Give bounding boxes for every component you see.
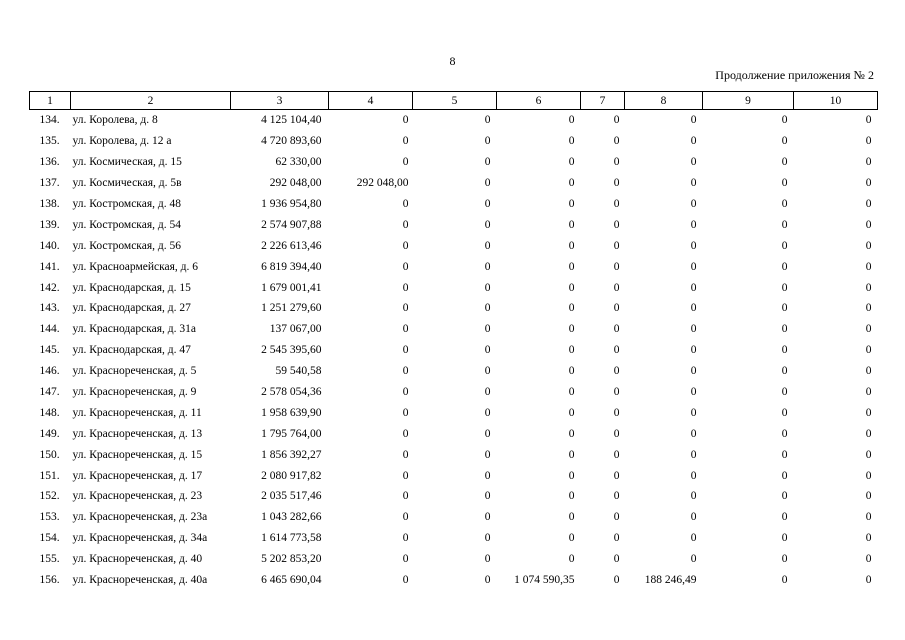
value-cell: 0 <box>484 511 491 524</box>
address-cell: ул. Краснореченская, д. 11 <box>72 406 202 419</box>
value-cell: 0 <box>781 448 788 461</box>
value-cell: 0 <box>865 177 872 190</box>
row-number-cell: 151. <box>39 469 60 482</box>
table-row <box>30 319 878 340</box>
table-row <box>30 277 878 298</box>
value-cell: 0 <box>484 135 491 148</box>
row-number-cell: 146. <box>39 365 60 378</box>
row-number-cell: 138. <box>39 198 60 210</box>
value-cell: 0 <box>781 511 788 524</box>
value-cell: 0 <box>781 386 788 399</box>
value-cell: 0 <box>781 239 788 252</box>
value-cell: 1 614 773,58 <box>261 532 322 545</box>
value-cell: 0 <box>484 239 491 252</box>
value-cell: 2 035 517,46 <box>261 490 322 503</box>
value-cell: 0 <box>568 427 575 440</box>
value-cell: 0 <box>690 156 697 169</box>
value-cell: 0 <box>402 574 409 587</box>
column-header: 6 <box>497 92 581 110</box>
value-cell: 0 <box>690 553 697 566</box>
value-cell: 292 048,00 <box>269 177 322 190</box>
value-cell: 0 <box>402 490 409 503</box>
table-row <box>30 444 878 465</box>
value-cell: 0 <box>484 553 491 566</box>
value-cell: 0 <box>613 511 620 524</box>
value-cell: 0 <box>865 469 872 482</box>
value-cell: 0 <box>865 281 872 294</box>
value-cell: 0 <box>402 553 409 566</box>
value-cell: 0 <box>781 177 788 190</box>
value-cell: 1 856 392,27 <box>261 448 322 461</box>
address-cell: ул. Краснореченская, д. 23 <box>72 490 203 503</box>
value-cell: 0 <box>568 511 575 524</box>
table-row <box>30 110 878 131</box>
value-cell: 0 <box>865 239 872 252</box>
value-cell: 0 <box>568 260 575 273</box>
value-cell: 1 958 639,90 <box>261 406 322 419</box>
value-cell: 0 <box>865 323 872 336</box>
table-row <box>30 256 878 277</box>
value-cell: 0 <box>613 365 620 378</box>
value-cell: 0 <box>402 198 409 210</box>
value-cell: 0 <box>484 532 491 545</box>
table-row <box>30 570 878 591</box>
address-cell: ул. Костромская, д. 48 <box>72 198 181 210</box>
row-number-cell: 144. <box>39 323 60 336</box>
value-cell: 0 <box>613 406 620 419</box>
address-cell: ул. Краснодарская, д. 47 <box>72 344 191 357</box>
value-cell: 0 <box>865 511 872 524</box>
value-cell: 0 <box>402 218 409 231</box>
value-cell: 0 <box>402 135 409 148</box>
table-row <box>30 361 878 382</box>
value-cell: 292 048,00 <box>356 177 409 190</box>
table-row <box>30 152 878 173</box>
appendix-continuation-note: Продолжение приложения № 2 <box>715 68 874 82</box>
address-cell: ул. Космическая, д. 15 <box>72 156 182 169</box>
value-cell: 0 <box>613 260 620 273</box>
address-cell: ул. Краснореченская, д. 40 <box>72 553 203 566</box>
value-cell: 0 <box>613 198 620 210</box>
value-cell: 188 246,49 <box>644 574 697 587</box>
value-cell: 0 <box>781 114 788 127</box>
value-cell: 0 <box>568 344 575 357</box>
value-cell: 0 <box>613 344 620 357</box>
address-cell: ул. Королева, д. 12 а <box>72 135 172 148</box>
value-cell: 0 <box>781 198 788 210</box>
address-cell: ул. Краснодарская, д. 31а <box>72 323 197 336</box>
value-cell: 1 679 001,41 <box>261 281 322 294</box>
value-cell: 4 720 893,60 <box>261 135 322 148</box>
value-cell: 0 <box>865 365 872 378</box>
value-cell: 0 <box>690 511 697 524</box>
value-cell: 0 <box>613 469 620 482</box>
value-cell: 0 <box>484 156 491 169</box>
value-cell: 0 <box>402 427 409 440</box>
row-number-cell: 156. <box>39 574 60 587</box>
table-row <box>30 382 878 403</box>
value-cell: 0 <box>865 490 872 503</box>
address-cell: ул. Краснореченская, д. 17 <box>72 469 203 482</box>
address-cell: ул. Краснореченская, д. 13 <box>72 427 203 440</box>
value-cell: 0 <box>865 218 872 231</box>
table-row <box>30 131 878 152</box>
address-cell: ул. Краснореченская, д. 15 <box>72 448 203 461</box>
value-cell: 0 <box>865 302 872 315</box>
address-cell: ул. Космическая, д. 5в <box>72 177 182 190</box>
address-cell: ул. Краснореченская, д. 40а <box>72 574 208 587</box>
table-row <box>30 465 878 486</box>
value-cell: 0 <box>402 469 409 482</box>
row-number-cell: 135. <box>39 135 60 148</box>
column-header: 4 <box>329 92 413 110</box>
row-number-cell: 139. <box>39 218 60 231</box>
value-cell: 0 <box>865 344 872 357</box>
value-cell: 0 <box>402 156 409 169</box>
value-cell: 0 <box>781 532 788 545</box>
row-number-cell: 153. <box>39 511 60 524</box>
value-cell: 0 <box>690 532 697 545</box>
column-header: 10 <box>794 92 878 110</box>
appendix-table <box>29 91 878 590</box>
value-cell: 6 465 690,04 <box>261 574 322 587</box>
value-cell: 0 <box>613 302 620 315</box>
address-cell: ул. Краснореченская, д. 5 <box>72 365 197 378</box>
value-cell: 0 <box>865 448 872 461</box>
column-header: 2 <box>71 92 231 110</box>
value-cell: 0 <box>613 156 620 169</box>
value-cell: 0 <box>613 135 620 148</box>
value-cell: 0 <box>613 532 620 545</box>
row-number-cell: 154. <box>39 532 60 545</box>
address-cell: ул. Краснодарская, д. 27 <box>72 302 191 315</box>
value-cell: 0 <box>484 323 491 336</box>
value-cell: 0 <box>484 344 491 357</box>
column-header: 5 <box>413 92 497 110</box>
address-cell: ул. Краснореченская, д. 23а <box>72 511 208 524</box>
row-number-cell: 149. <box>39 427 60 440</box>
row-number-cell: 137. <box>39 177 60 190</box>
value-cell: 0 <box>568 469 575 482</box>
table-row <box>30 402 878 423</box>
value-cell: 0 <box>690 448 697 461</box>
address-cell: ул. Королева, д. 8 <box>72 114 158 127</box>
value-cell: 0 <box>402 260 409 273</box>
value-cell: 0 <box>781 469 788 482</box>
row-number-cell: 152. <box>39 490 60 503</box>
row-number-cell: 134. <box>39 114 60 127</box>
value-cell: 2 226 613,46 <box>261 239 322 252</box>
row-number-cell: 140. <box>39 239 60 252</box>
value-cell: 0 <box>484 574 491 587</box>
value-cell: 0 <box>690 198 697 210</box>
table-row <box>30 214 878 235</box>
value-cell: 0 <box>865 135 872 148</box>
value-cell: 0 <box>402 448 409 461</box>
row-number-cell: 141. <box>39 260 60 273</box>
value-cell: 0 <box>613 490 620 503</box>
value-cell: 0 <box>484 218 491 231</box>
value-cell: 0 <box>865 553 872 566</box>
value-cell: 0 <box>781 490 788 503</box>
table-row <box>30 235 878 256</box>
value-cell: 0 <box>402 406 409 419</box>
address-cell: ул. Костромская, д. 56 <box>72 239 181 252</box>
value-cell: 62 330,00 <box>275 156 322 169</box>
value-cell: 1 074 590,35 <box>514 574 575 587</box>
row-number-cell: 145. <box>39 344 60 357</box>
table-row <box>30 194 878 215</box>
value-cell: 0 <box>484 365 491 378</box>
value-cell: 0 <box>568 177 575 190</box>
value-cell: 4 125 104,40 <box>261 114 322 127</box>
value-cell: 0 <box>568 198 575 210</box>
value-cell: 0 <box>402 532 409 545</box>
value-cell: 1 936 954,80 <box>261 198 322 210</box>
value-cell: 0 <box>613 574 620 587</box>
value-cell: 0 <box>402 511 409 524</box>
value-cell: 0 <box>568 302 575 315</box>
value-cell: 0 <box>484 427 491 440</box>
value-cell: 0 <box>690 365 697 378</box>
value-cell: 59 540,58 <box>275 365 322 378</box>
value-cell: 0 <box>568 156 575 169</box>
address-cell: ул. Краснореченская, д. 34а <box>72 532 208 545</box>
value-cell: 0 <box>865 406 872 419</box>
column-header: 7 <box>581 92 625 110</box>
value-cell: 0 <box>484 177 491 190</box>
value-cell: 0 <box>484 260 491 273</box>
value-cell: 0 <box>690 177 697 190</box>
value-cell: 0 <box>690 427 697 440</box>
row-number-cell: 143. <box>39 302 60 315</box>
value-cell: 0 <box>402 365 409 378</box>
value-cell: 0 <box>690 323 697 336</box>
column-header: 8 <box>625 92 703 110</box>
value-cell: 0 <box>865 574 872 587</box>
value-cell: 0 <box>865 156 872 169</box>
value-cell: 0 <box>568 386 575 399</box>
value-cell: 0 <box>781 553 788 566</box>
value-cell: 0 <box>613 323 620 336</box>
value-cell: 0 <box>865 386 872 399</box>
value-cell: 1 043 282,66 <box>261 511 322 524</box>
value-cell: 0 <box>484 281 491 294</box>
value-cell: 0 <box>781 260 788 273</box>
column-header: 3 <box>231 92 329 110</box>
value-cell: 0 <box>690 218 697 231</box>
value-cell: 0 <box>568 532 575 545</box>
column-header: 9 <box>703 92 794 110</box>
value-cell: 2 578 054,36 <box>261 386 322 399</box>
value-cell: 0 <box>568 281 575 294</box>
value-cell: 0 <box>484 406 491 419</box>
value-cell: 0 <box>613 448 620 461</box>
value-cell: 2 545 395,60 <box>261 344 322 357</box>
value-cell: 0 <box>484 302 491 315</box>
table-row <box>30 340 878 361</box>
table-row <box>30 507 878 528</box>
table-row <box>30 173 878 194</box>
value-cell: 0 <box>690 281 697 294</box>
value-cell: 0 <box>613 281 620 294</box>
value-cell: 0 <box>568 114 575 127</box>
value-cell: 0 <box>613 427 620 440</box>
value-cell: 0 <box>781 218 788 231</box>
row-number-cell: 155. <box>39 553 60 566</box>
table-row <box>30 549 878 570</box>
value-cell: 0 <box>484 198 491 210</box>
row-number-cell: 136. <box>39 156 60 169</box>
value-cell: 0 <box>484 114 491 127</box>
value-cell: 0 <box>568 553 575 566</box>
value-cell: 2 080 917,82 <box>261 469 322 482</box>
value-cell: 0 <box>781 302 788 315</box>
value-cell: 0 <box>613 114 620 127</box>
value-cell: 0 <box>402 281 409 294</box>
value-cell: 0 <box>690 490 697 503</box>
value-cell: 0 <box>568 406 575 419</box>
address-cell: ул. Краснодарская, д. 15 <box>72 281 191 294</box>
table-row <box>30 528 878 549</box>
table-row <box>30 423 878 444</box>
value-cell: 6 819 394,40 <box>261 260 322 273</box>
value-cell: 0 <box>402 114 409 127</box>
table-row <box>30 486 878 507</box>
value-cell: 0 <box>484 469 491 482</box>
value-cell: 0 <box>781 344 788 357</box>
value-cell: 0 <box>781 281 788 294</box>
value-cell: 1 795 764,00 <box>261 427 322 440</box>
value-cell: 0 <box>484 490 491 503</box>
value-cell: 0 <box>690 302 697 315</box>
value-cell: 0 <box>865 427 872 440</box>
value-cell: 0 <box>781 427 788 440</box>
table-body <box>30 110 878 591</box>
value-cell: 5 202 853,20 <box>261 553 322 566</box>
value-cell: 0 <box>690 260 697 273</box>
value-cell: 0 <box>402 344 409 357</box>
value-cell: 0 <box>690 114 697 127</box>
address-cell: ул. Красноармейская, д. 6 <box>72 260 198 273</box>
value-cell: 2 574 907,88 <box>261 218 322 231</box>
value-cell: 0 <box>568 490 575 503</box>
value-cell: 0 <box>402 302 409 315</box>
value-cell: 0 <box>690 406 697 419</box>
value-cell: 0 <box>690 469 697 482</box>
page-number: 8 <box>449 54 456 68</box>
value-cell: 0 <box>613 177 620 190</box>
value-cell: 0 <box>568 239 575 252</box>
row-number-cell: 148. <box>39 406 60 419</box>
value-cell: 0 <box>781 406 788 419</box>
row-number-cell: 147. <box>39 386 60 399</box>
address-cell: ул. Костромская, д. 54 <box>72 218 181 231</box>
value-cell: 0 <box>865 532 872 545</box>
row-number-cell: 142. <box>39 281 60 294</box>
value-cell: 0 <box>613 553 620 566</box>
value-cell: 0 <box>568 323 575 336</box>
value-cell: 0 <box>781 156 788 169</box>
value-cell: 1 251 279,60 <box>261 302 322 315</box>
table-row <box>30 298 878 319</box>
value-cell: 0 <box>484 448 491 461</box>
value-cell: 0 <box>402 386 409 399</box>
value-cell: 0 <box>613 239 620 252</box>
value-cell: 0 <box>568 448 575 461</box>
value-cell: 0 <box>690 239 697 252</box>
value-cell: 0 <box>613 218 620 231</box>
column-header: 1 <box>30 92 71 110</box>
value-cell: 0 <box>484 386 491 399</box>
value-cell: 0 <box>781 574 788 587</box>
value-cell: 0 <box>781 365 788 378</box>
value-cell: 0 <box>781 323 788 336</box>
value-cell: 0 <box>613 386 620 399</box>
value-cell: 137 067,00 <box>269 323 322 336</box>
value-cell: 0 <box>781 135 788 148</box>
value-cell: 0 <box>690 135 697 148</box>
table-header-row <box>30 92 878 110</box>
value-cell: 0 <box>402 323 409 336</box>
value-cell: 0 <box>568 365 575 378</box>
value-cell: 0 <box>865 198 872 210</box>
value-cell: 0 <box>865 260 872 273</box>
address-cell: ул. Краснореченская, д. 9 <box>72 386 197 399</box>
value-cell: 0 <box>568 135 575 148</box>
value-cell: 0 <box>690 344 697 357</box>
value-cell: 0 <box>568 218 575 231</box>
value-cell: 0 <box>402 239 409 252</box>
row-number-cell: 150. <box>39 448 60 461</box>
value-cell: 0 <box>865 114 872 127</box>
value-cell: 0 <box>690 386 697 399</box>
